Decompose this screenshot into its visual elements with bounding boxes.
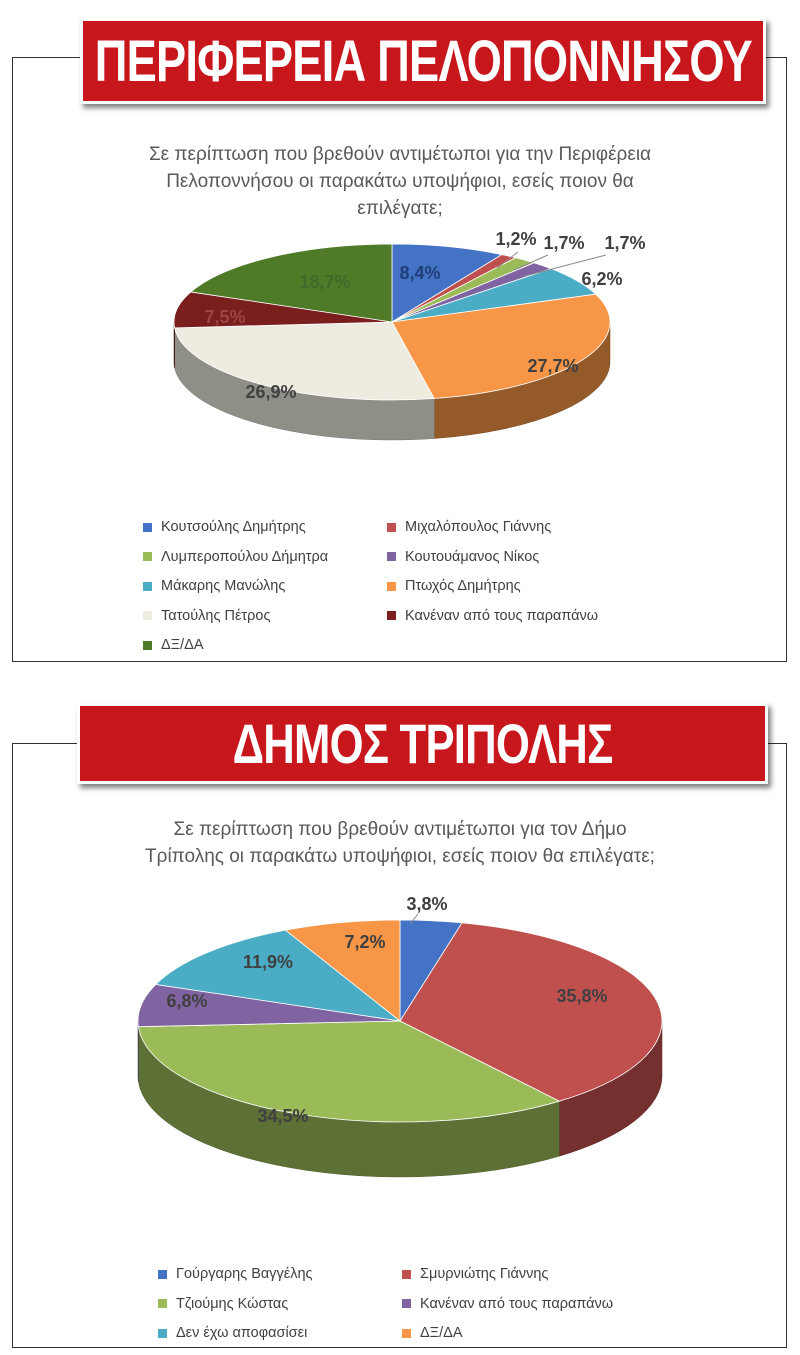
legend-swatch	[158, 1299, 167, 1308]
legend-item	[158, 1296, 288, 1312]
legend-item	[143, 608, 270, 624]
banner-region-title	[80, 18, 766, 104]
legend-swatch	[387, 611, 396, 620]
pie-data-label: 1,2%	[495, 229, 537, 249]
legend-item	[158, 1266, 313, 1282]
legend-label: Μάκαρης Μανώλης	[161, 578, 286, 594]
legend-swatch	[387, 523, 396, 532]
legend-swatch	[158, 1270, 167, 1279]
pie-data-label: 1,7%	[604, 233, 646, 253]
legend-item	[402, 1266, 548, 1282]
banner-tripoli-title	[77, 703, 768, 784]
pie-data-label: 6,8%	[166, 991, 208, 1011]
chart-title-line: επιλέγατε;	[357, 198, 443, 219]
legend-swatch	[402, 1270, 411, 1279]
pie-data-label: 3,8%	[406, 894, 448, 914]
chart-title-line: Πελοποννήσου οι παρακάτω υποψήφιοι, εσείς ποιον θα	[166, 171, 634, 192]
legend-item	[143, 519, 306, 535]
pie-data-label: 1,7%	[543, 233, 585, 253]
legend-item	[387, 578, 521, 594]
legend-label: Πτωχός Δημήτρης	[405, 578, 521, 594]
legend-label: Τζιούμης Κώστας	[176, 1295, 289, 1312]
legend-swatch	[158, 1329, 167, 1338]
pie-top	[138, 920, 662, 1122]
pie-data-label: 34,5%	[257, 1106, 309, 1126]
legend-swatch	[143, 523, 152, 532]
pie-data-label: 6,2%	[581, 269, 623, 289]
legend-label: ΔΞ/ΔΑ	[420, 1325, 463, 1341]
legend-swatch	[143, 552, 152, 561]
pie-data-label: 26,9%	[245, 382, 297, 402]
legend-item	[387, 519, 551, 535]
banner-tripoli-text: ΔΗΜΟΣ ΤΡΙΠΟΛΗΣ	[232, 712, 613, 775]
legend-swatch	[387, 582, 396, 591]
legend-item	[143, 549, 328, 565]
legend-label: Τατούλης Πέτρος	[161, 607, 271, 624]
legend-swatch	[143, 611, 152, 620]
legend-label: Κουτουάμανος Νίκος	[405, 548, 540, 565]
legend-label: Λυμπεροπούλου Δήμητρα	[161, 548, 329, 565]
chart-title-line: Σε περίπτωση που βρεθούν αντιμέτωποι για την Περιφέρεια	[148, 144, 652, 165]
legend-swatch	[143, 641, 152, 650]
pie-data-label: 11,9%	[242, 952, 294, 972]
chart-title-line: Σε περίπτωση που βρεθούν αντιμέτωποι για τον Δήμο	[173, 819, 627, 840]
legend-swatch	[402, 1299, 411, 1308]
legend-swatch	[143, 582, 152, 591]
legend-swatch	[402, 1329, 411, 1338]
legend-label: Κουτσούλης Δημήτρης	[161, 519, 306, 535]
pie-data-label: 27,7%	[527, 356, 579, 376]
legend-swatch	[387, 552, 396, 561]
legend-item	[143, 578, 285, 594]
legend-item	[402, 1296, 613, 1312]
legend-item	[387, 608, 598, 624]
legend-label: Δεν έχω αποφασίσει	[176, 1325, 308, 1341]
legend-label: Κανέναν από τους παραπάνω	[405, 607, 599, 624]
legend-label: Μιχαλόπουλος Γιάννης	[405, 519, 552, 535]
pie-data-label: 8,4%	[399, 263, 441, 283]
legend-label: Γούργαρης Βαγγέλης	[176, 1266, 313, 1282]
pie-data-label: 35,8%	[556, 986, 608, 1006]
legend-item	[387, 549, 539, 565]
pie-data-label: 7,5%	[204, 307, 246, 327]
chart-title-line: Τρίπολης οι παρακάτω υποψήφιοι, εσείς ποιον θα επιλέγατε;	[145, 846, 655, 867]
legend-label: ΔΞ/ΔΑ	[161, 637, 204, 653]
pie-data-label: 7,2%	[344, 932, 386, 952]
banner-region-text: ΠΕΡΙΦΕΡΕΙΑ ΠΕΛΟΠΟΝΝΗΣΟΥ	[94, 28, 752, 94]
legend-item	[143, 637, 204, 653]
pie-data-label: 18,7%	[299, 272, 351, 292]
legend-item	[402, 1325, 463, 1341]
legend-label: Σμυρνιώτης Γιάννης	[420, 1266, 549, 1282]
legend-label: Κανέναν από τους παραπάνω	[420, 1295, 614, 1312]
legend-item	[158, 1325, 307, 1341]
